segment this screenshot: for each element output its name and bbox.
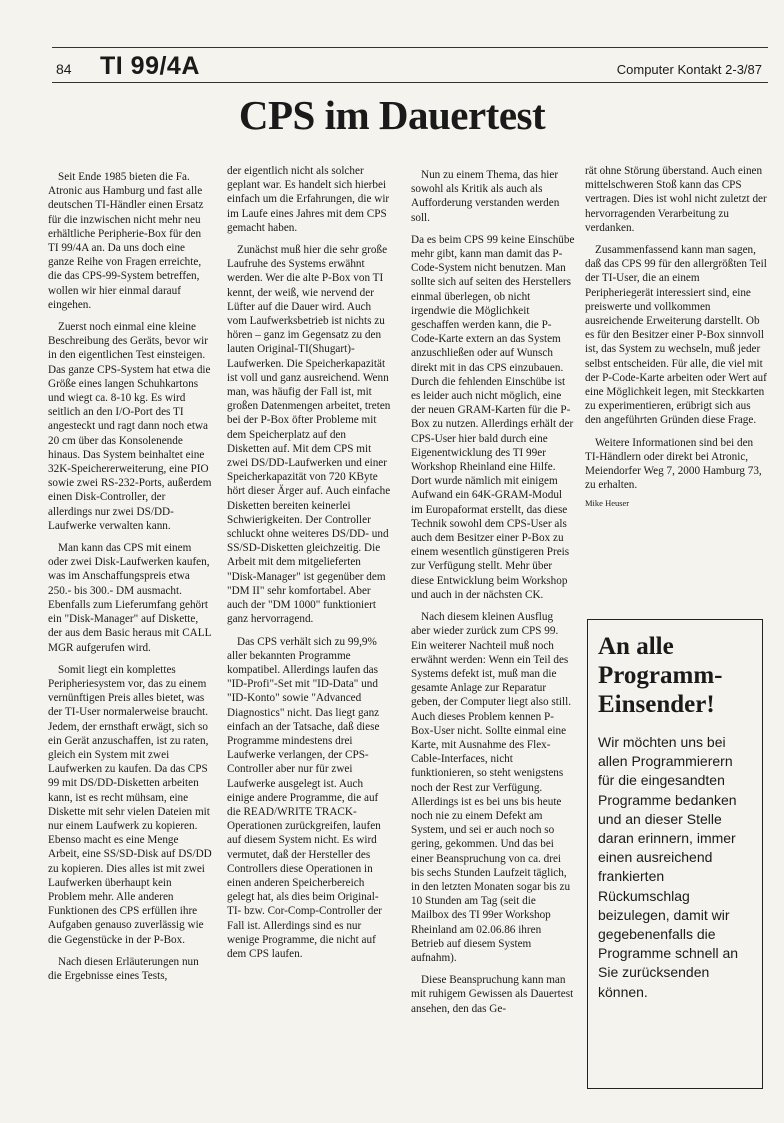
article-headline: CPS im Dauertest: [238, 92, 546, 138]
paragraph: Da es beim CPS 99 keine Einschübe mehr gibt, kann man damit das P-Code-System nicht benutzen. Man sollte sich auf seiten des Herstellers einmal überlegen, ob nicht irgendwie die Möglichkeit geschaffen werden kann, die P-Code-Karte extern an das System anzuschließen oder auf Wunsch direkt mit in das CPS einzubauen. Durch die fehlenden Einschübe ist es leider auch nicht möglich, eine der neuen GRAM-Karten für die P-Box zu nutzen. Allerdings erhält der CPS-User hier bald durch eine Eigenentwicklung des TI 99er Workshop Rheinland eine Hilfe. Dort wurde nämlich mit einigem Aufwand ein 64K-GRAM-Modul im Europaformat erstellt, das diese Technik sowohl dem CPS-User als auch dem Besitzer einer P-Box zu einem wesentlich günstigeren Preis zur Verfügung stellt. Mehr über diese Entwicklung beim Workshop und auch in der nächsten CK.: [411, 233, 575, 601]
article-column-3: [411, 168, 575, 1024]
notice-body: Wir möchten uns bei allen Programmierern für die eingesandten Programme bedanken und an dieser Stelle daran erinnern, immer einen ausreichend frankierten Rückumschlag beizulegen, damit wir gegebenenfalls die Programme schnell an Sie zurücksenden können.: [598, 734, 739, 1000]
paragraph: Somit liegt ein komplettes Peripheriesystem vor, das zu einem vernünftigen Preis alles bietet, was der TI-User normalerweise braucht. Jedem, der ernsthaft erwägt, sich so ein Gerät anzuschaffen, ist zu raten, gleich ein System mit zwei Laufwerken zu kaufen. Da das CPS 99 mit DS/DD-Disketten arbeiten kann, ist es recht mühsam, eine Diskette mit sehr vielen Dateien mit nur einem Laufwerk zu kopieren. Ebenso macht es eine Menge Arbeit, eine SS/SD-Disk auf DS/DD zu kopieren. Dies alles ist mit zwei Laufwerken überhaupt kein Problem mehr. Alle anderen Funktionen des CPS erfüllen ihre Aufgaben genauso zuverlässig wie die Gegenstücke in der P-Box.: [48, 663, 212, 946]
article-column-1: [48, 170, 212, 991]
paragraph: Man kann das CPS mit einem oder zwei Disk-Laufwerken kaufen, was im Anschaffungspreis etwa 250.- bis 300.- DM ausmacht. Ebenfalls zum Lieferumfang gehört ein "Disk-Manager" auf Diskette, der aus dem Basic heraus mit CALL MGR aufgerufen wird.: [48, 542, 212, 654]
paragraph: der eigentlich nicht als solcher geplant war. Es handelt sich hierbei einfach um die Erfahrungen, die wir im Laufe eines Jahres mit dem CPS gemacht haben.: [227, 165, 390, 234]
paragraph: Diese Beanspruchung kann man mit ruhigem Gewissen als Dauertest ansehen, den das Ge-: [411, 974, 574, 1015]
notice-title-line: Einsender!: [598, 691, 715, 718]
paragraph: Nun zu einem Thema, das hier sowohl als Kritik als auch als Aufforderung verstanden werden soll.: [411, 169, 560, 224]
paragraph: Nach diesen Erläuterungen nun die Ergebnisse eines Tests,: [48, 955, 199, 982]
author-byline: Mike Heuser: [585, 498, 630, 509]
notice-title-line: Programm-: [598, 662, 723, 689]
article-column-4: [585, 164, 767, 511]
paragraph: rät ohne Störung überstand. Auch einen mittelschweren Stoß kann das CPS vertragen. Dies ist wohl nicht zuletzt der hervorragenden Verarbeitung zu verdanken.: [585, 165, 767, 234]
article-column-2: [227, 164, 391, 969]
issue-label: Computer Kontakt 2-3/87: [616, 62, 762, 77]
paragraph: Zuerst noch einmal eine kleine Beschreibung des Geräts, bevor wir in den eigentlichen Test einsteigen. Das ganze CPS-System hat etwa die Größe eines langen Schuhkartons und wiegt ca. 8-10 kg. Es wird seitlich an den I/O-Port des TI angesteckt und ragt dann noch etwa 20 cm über das Konsolenende hinaus. Das System beinhaltet eine 32K-Speichererweiterung, eine PIO sowie zwei RS-232-Ports, außerdem einen Disk-Controller, der allerdings nur zwei DS/DD-Laufwerke verwalten kann.: [48, 321, 212, 532]
notice-title: [598, 632, 752, 719]
paragraph: Weitere Informationen sind bei den TI-Händlern oder direkt bei Atronic, Meiendorfer Weg 7, 2000 Hamburg 73, zu erhalten.: [585, 436, 762, 492]
notice-box: [587, 619, 763, 1089]
paragraph: Seit Ende 1985 bieten die Fa. Atronic aus Hamburg und fast alle deutschen TI-Händler einen Ersatz für die inzwischen nicht mehr neu erhältliche Peripherie-Box für den TI 99/4A an. Da uns doch eine ganze Reihe von Fragen erreichte, die das CPS-99-System betreffen, wollen wir hier einmal darauf eingehen.: [48, 171, 204, 311]
notice-title-line: An alle: [598, 633, 674, 660]
paragraph: Zusammenfassend kann man sagen, daß das CPS 99 für den allergrößten Teil der TI-User, die an einem Peripheriegerät interessiert sind, eine preiswerte und vollkommen ausreichende Erweiterung darstellt. Ob es für den Besitzer einer P-Box sinnvoll ist, das System zu wechseln, muß jeder selbst entscheiden. Für alle, die viel mit der P-Code-Karte arbeiten oder Wert auf eine Möglichkeit legen, mit Steckkarten zu experimentieren, erübrigt sich aus den angeführten Gründen diese Frage.: [585, 244, 767, 427]
magazine-title: TI 99/4A: [100, 52, 200, 80]
paragraph: Zunächst muß hier die sehr große Laufruhe des Systems erwähnt werden. Wer die alte P-Box von TI kennt, der weiß, wie nervend der Lüfter auf die Dauer wird. Auch vom Laufwerksbetrieb ist nichts zu hören – ganz im Gegensatz zu den lauten Original-TI(Shugart)-Laufwerken. Die Speicherkapazität ist voll und ganz ausreichend. Wenn man, was häufig der Fall ist, mit großen Datenmengen arbeitet, treten bei der P-Box öfter Probleme mit dem Speicherplatz auf den Disketten auf. Mit dem CPS mit zwei DS/DD-Laufwerken und einer Speicherkapazität von 720 KByte hört dieser Ärger auf. Auch einfache Disketten bereiten keinerlei Schwierigkeiten. Der Controller schluckt ohne weiteres DS/DD- und SS/SD-Disketten gleichzeitig. Die Arbeit mit dem mitgelieferten "Disk-Manager" ist gegenüber dem "DM II" sehr komfortabel. Aber auch der "DM 1000" funktioniert ganz hervorragend.: [227, 244, 391, 626]
page-number: 84: [56, 61, 72, 77]
header-rule-top: [52, 47, 768, 48]
header-rule-bottom: [52, 82, 768, 83]
paragraph: Das CPS verhält sich zu 99,9% aller bekannten Programme kompatibel. Allerdings laufen das "ID-Profi"-Set mit "ID-Data" und "ID-Konto" sowie "Advanced Diagnostics" nicht. Das liegt ganz einfach an der Tatsache, daß diese Programme mindestens drei Laufwerke verlangen, der CPS-Controller aber nur für zwei Laufwerke ausgelegt ist. Auch einige andere Programme, die auf die READ/WRITE TRACK-Operationen zurückgreifen, laufen auf diesem System nicht. Es wird vermutet, daß der Hersteller des Controllers diese Operationen in einen anderen Speicherbereich gelegt hat, als dies beim Original-TI- bzw. Cor-Comp-Controller der Fall ist. Allerdings sind es nur wenige Programme, die nicht auf dem CPS laufen.: [227, 635, 383, 960]
paragraph: Nach diesem kleinen Ausflug aber wieder zurück zum CPS 99. Ein weiterer Nachteil muß noch erwähnt werden: Wenn ein Teil des Systems defekt ist, muß man die gesamte Anlage zur Reparatur geben, der Computer liegt also still. Auch dieses Problem kennen P-Box-User nicht. Sollte einmal eine Karte, mit Ausnahme des Flex-Cable-Interfaces, nicht funktionieren, so steht wenigstens noch der Rest zur Verfügung. Allerdings ist es bei uns bis heute noch nie zu einem Defekt am System, und sei er auch noch so gering, gekommen. Und das bei einer Beanspruchung von ca. drei bis sechs Stunden Laufzeit täglich, in den letzten Monaten sogar bis zu 10 Stunden am Tag (seit die Mailbox des TI 99er Workshop Rheinland am 02.06.86 ihren Betrieb auf diesem System aufnahm).: [411, 611, 572, 964]
